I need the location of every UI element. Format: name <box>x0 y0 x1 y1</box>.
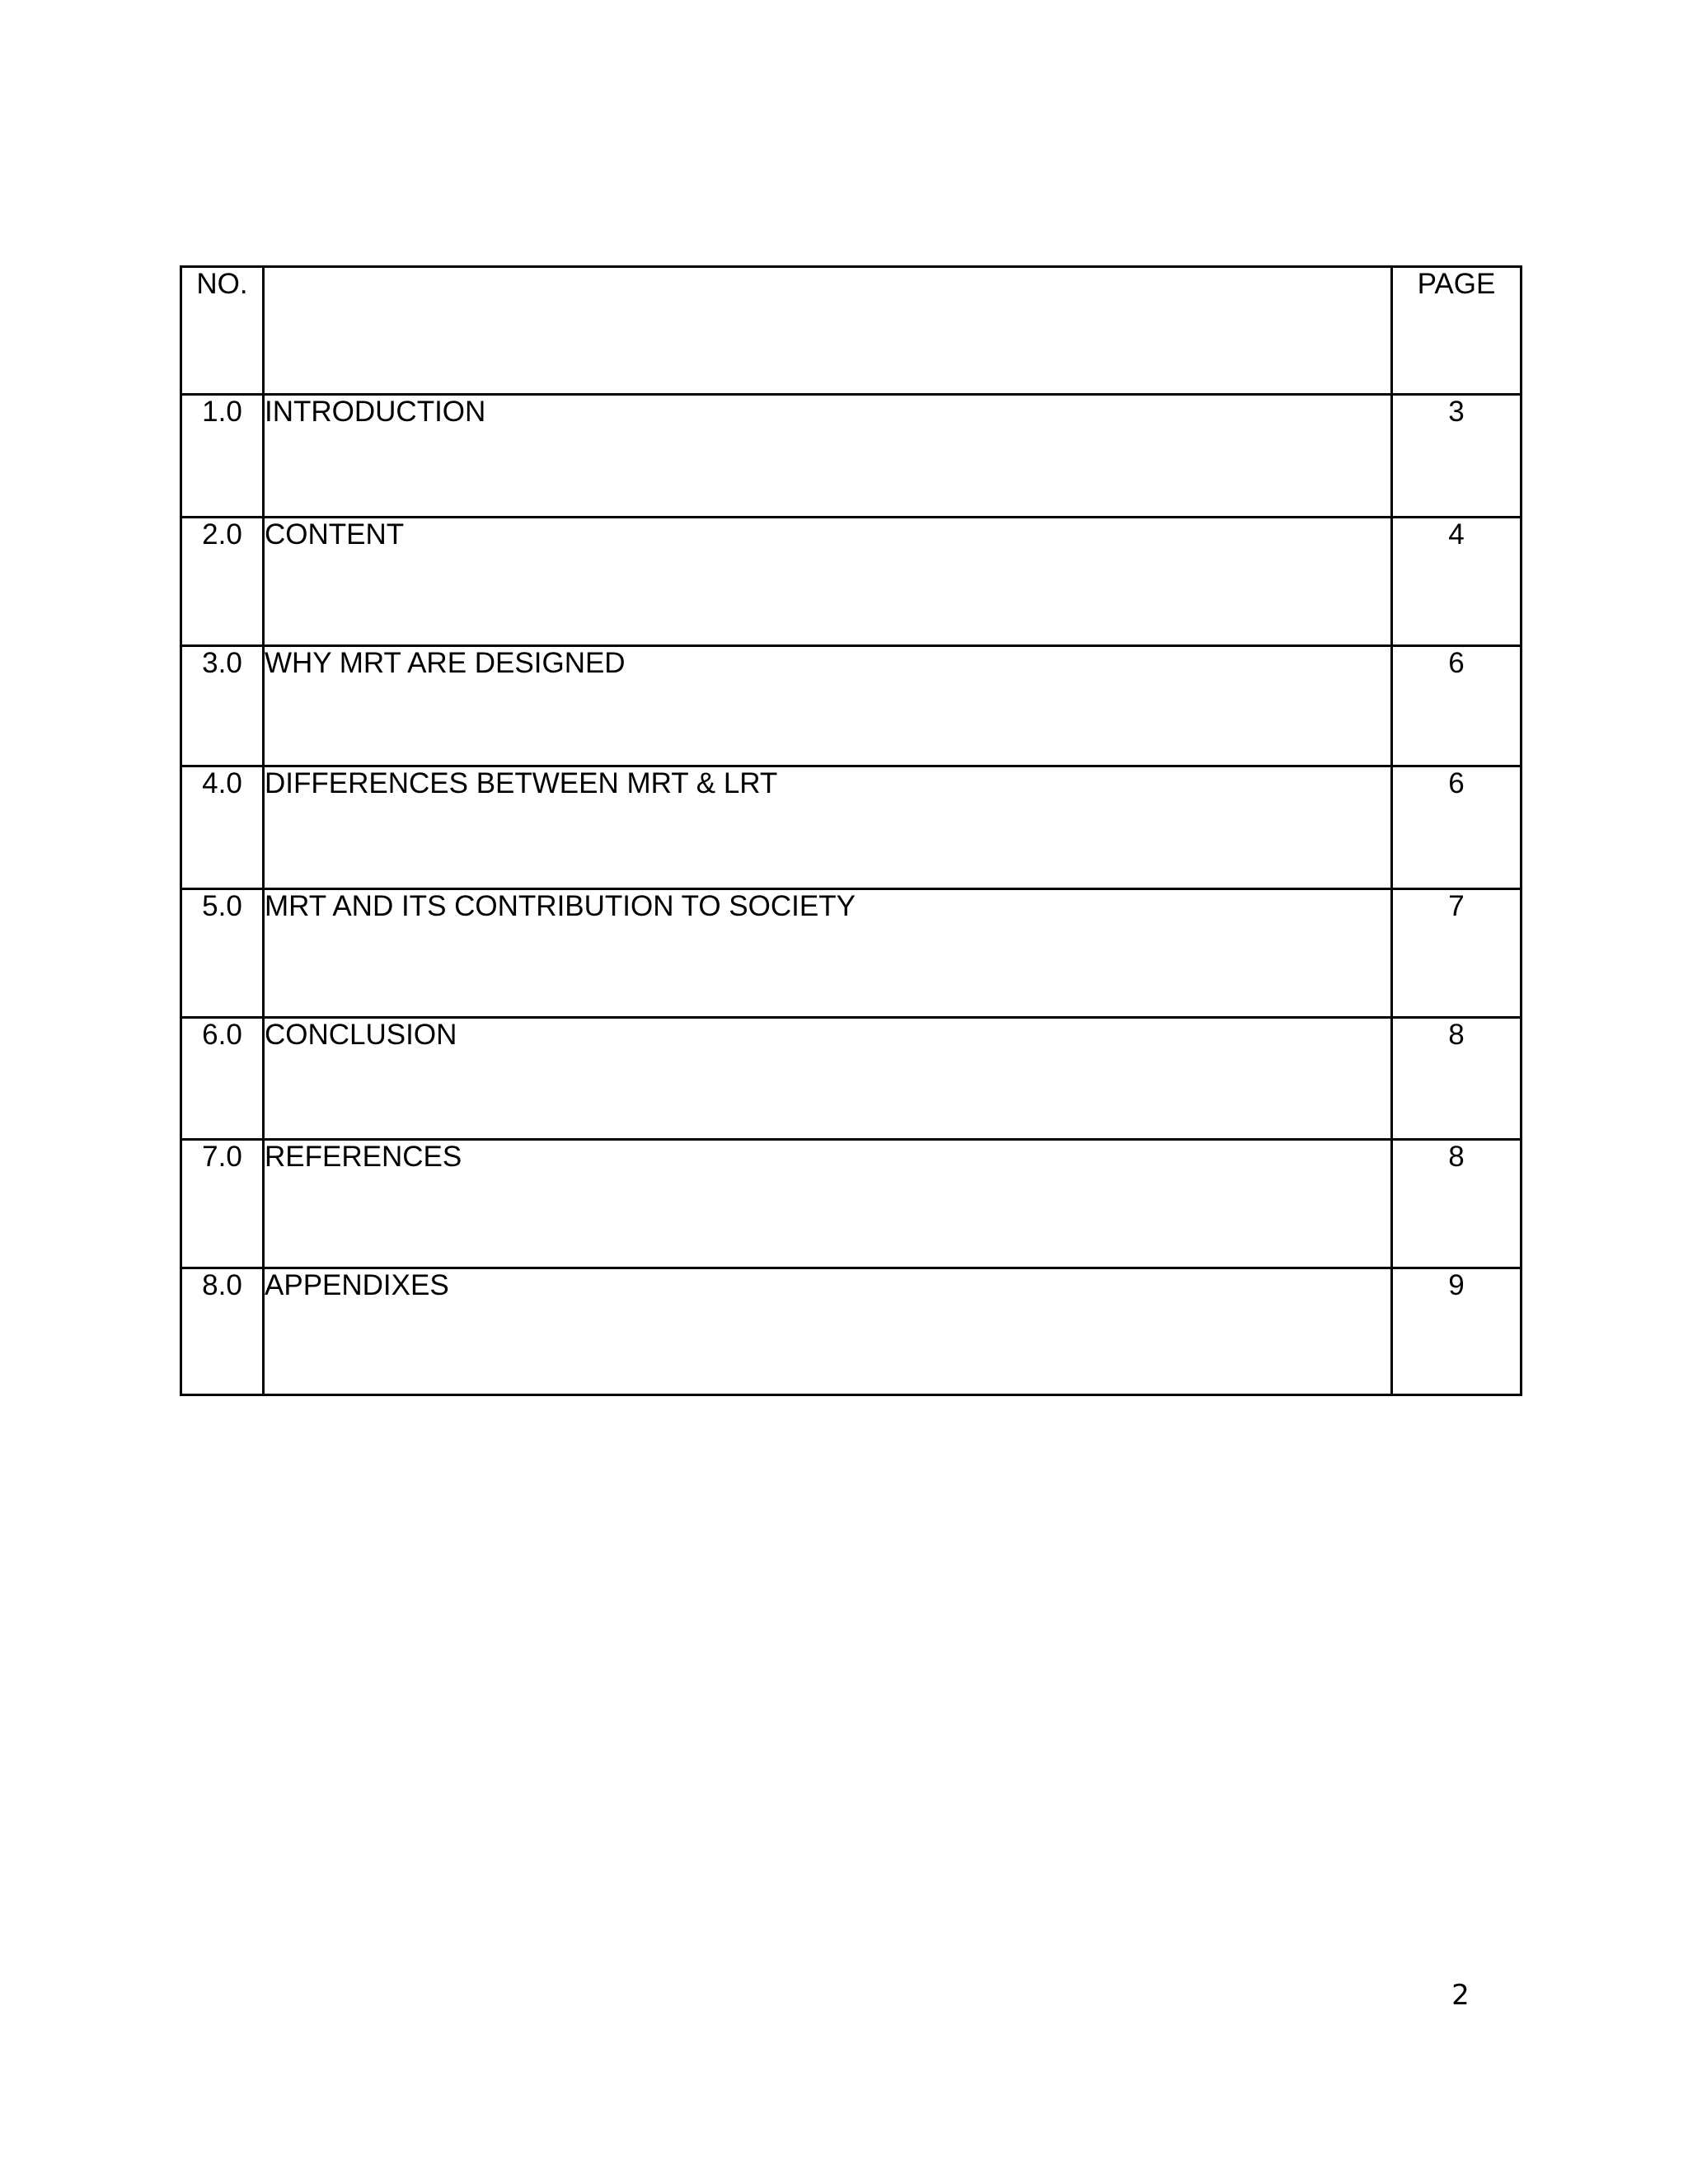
toc-section-title: MRT AND ITS CONTRIBUTION TO SOCIETY <box>264 889 1392 1018</box>
toc-section-page: 6 <box>1392 646 1522 766</box>
toc-section-title: WHY MRT ARE DESIGNED <box>264 646 1392 766</box>
toc-section-number: 5.0 <box>181 889 264 1018</box>
toc-section-title: DIFFERENCES BETWEEN MRT & LRT <box>264 766 1392 889</box>
table-row <box>181 518 1522 646</box>
table-row <box>181 646 1522 766</box>
toc-header-page: PAGE <box>1392 267 1522 395</box>
toc-header-no: NO. <box>181 267 264 395</box>
toc-section-page: 4 <box>1392 518 1522 646</box>
toc-header-title <box>264 267 1392 395</box>
table-row <box>181 766 1522 889</box>
table-row <box>181 889 1522 1018</box>
table-row <box>181 1268 1522 1395</box>
toc-section-number: 8.0 <box>181 1268 264 1395</box>
table-of-contents <box>180 265 1522 1396</box>
toc-section-title: REFERENCES <box>264 1140 1392 1268</box>
page-number: 2 <box>1451 1979 1470 2012</box>
toc-section-page: 9 <box>1392 1268 1522 1395</box>
toc-section-number: 3.0 <box>181 646 264 766</box>
toc-section-page: 6 <box>1392 766 1522 889</box>
toc-section-page: 8 <box>1392 1140 1522 1268</box>
toc-section-title: INTRODUCTION <box>264 395 1392 518</box>
table-row <box>181 1140 1522 1268</box>
toc-section-number: 6.0 <box>181 1018 264 1140</box>
toc-section-title: CONCLUSION <box>264 1018 1392 1140</box>
toc-section-page: 7 <box>1392 889 1522 1018</box>
table-row <box>181 1018 1522 1140</box>
toc-header-row <box>181 267 1522 395</box>
toc-section-page: 8 <box>1392 1018 1522 1140</box>
toc-section-number: 4.0 <box>181 766 264 889</box>
toc-section-title: CONTENT <box>264 518 1392 646</box>
toc-section-number: 2.0 <box>181 518 264 646</box>
toc-section-number: 1.0 <box>181 395 264 518</box>
table-row <box>181 395 1522 518</box>
toc-section-title: APPENDIXES <box>264 1268 1392 1395</box>
toc-section-number: 7.0 <box>181 1140 264 1268</box>
toc-section-page: 3 <box>1392 395 1522 518</box>
